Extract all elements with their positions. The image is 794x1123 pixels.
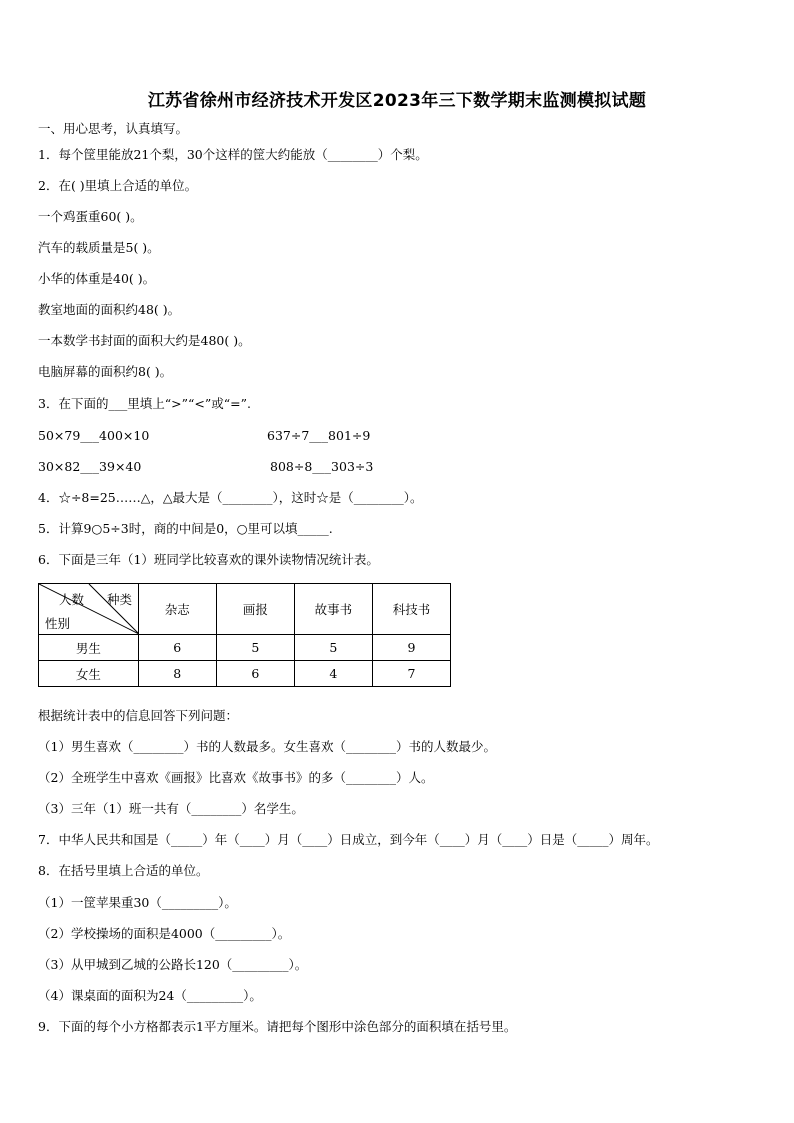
question-2-item: 教室地面的面积约48( )。: [38, 302, 181, 317]
compare-left-1: 50×79___400×10: [38, 428, 150, 443]
table-header-cell: 杂志: [138, 584, 216, 635]
table-header-cell: 科技书: [372, 584, 450, 635]
table-instructions: 根据统计表中的信息回答下列问题：: [38, 708, 239, 723]
question-9: 9．下面的每个小方格都表示1平方厘米。请把每个图形中涂色部分的面积填在括号里。: [38, 1019, 517, 1034]
table-cell: 9: [372, 635, 450, 661]
question-8-part-1: （1）一筐苹果重30（_________）。: [38, 895, 237, 910]
compare-right-1: 637÷7___801÷9: [267, 428, 371, 443]
page-title: 江苏省徐州市经济技术开发区2023年三下数学期末监测模拟试题: [147, 91, 647, 111]
corner-label-type: 种类: [107, 592, 133, 607]
question-6-part-2: （2）全班学生中喜欢《画报》比喜欢《故事书》的多（________）人。: [38, 770, 434, 785]
question-4: 4．☆÷8=25……△，△最大是（________），这时☆是（________）。: [38, 490, 423, 505]
question-6: 6．下面是三年（1）班同学比较喜欢的课外读物情况统计表。: [38, 552, 379, 567]
table-row-label: 女生: [39, 661, 139, 687]
table-cell: 6: [216, 661, 294, 687]
question-2-item: 汽车的载质量是5( )。: [38, 240, 160, 255]
question-2-item: 一本数学书封面的面积大约是480( )。: [38, 333, 251, 348]
question-8-part-2: （2）学校操场的面积是4000（_________）。: [38, 926, 291, 941]
compare-right-2: 808÷8___303÷3: [270, 459, 374, 474]
table-cell: 7: [372, 661, 450, 687]
table-cell: 4: [294, 661, 372, 687]
table-header-cell: 故事书: [294, 584, 372, 635]
section-heading: 一、用心思考，认真填写。: [38, 121, 189, 136]
question-3: 3．在下面的___里填上“>”“<”或“=”.: [38, 396, 251, 411]
corner-label-gender: 性别: [45, 616, 71, 631]
table-row: [39, 661, 451, 687]
table-cell: 5: [216, 635, 294, 661]
table-corner-cell: [39, 584, 139, 635]
table-header-cell: 画报: [216, 584, 294, 635]
compare-left-2: 30×82___39×40: [38, 459, 142, 474]
table-header-row: [39, 584, 451, 635]
question-8: 8．在括号里填上合适的单位。: [38, 863, 209, 878]
reading-stats-table: [38, 583, 451, 687]
question-5: 5．计算9○5÷3时，商的中间是0，○里可以填_____.: [38, 521, 333, 536]
question-8-part-4: （4）课桌面的面积为24（_________）。: [38, 988, 262, 1003]
question-2-item: 小华的体重是40( )。: [38, 271, 156, 286]
table-row: [39, 635, 451, 661]
question-2: 2．在( )里填上合适的单位。: [38, 178, 198, 193]
table-row-label: 男生: [39, 635, 139, 661]
question-6-part-1: （1）男生喜欢（________）书的人数最多。女生喜欢（________）书的人数最少。: [38, 739, 496, 754]
question-1: 1．每个筐里能放21个梨，30个这样的筐大约能放（________）个梨。: [38, 147, 428, 162]
question-2-item: 一个鸡蛋重60( )。: [38, 209, 143, 224]
table-cell: 6: [138, 635, 216, 661]
question-2-item: 电脑屏幕的面积约8( )。: [38, 364, 173, 379]
table-cell: 5: [294, 635, 372, 661]
corner-label-count: 人数: [59, 592, 85, 607]
table-cell: 8: [138, 661, 216, 687]
question-7: 7．中华人民共和国是（_____）年（____）月（____）日成立，到今年（____）月（____）日是（_____）周年。: [38, 832, 659, 847]
question-8-part-3: （3）从甲城到乙城的公路长120（_________）。: [38, 957, 308, 972]
question-6-part-3: （3）三年（1）班一共有（________）名学生。: [38, 801, 304, 816]
